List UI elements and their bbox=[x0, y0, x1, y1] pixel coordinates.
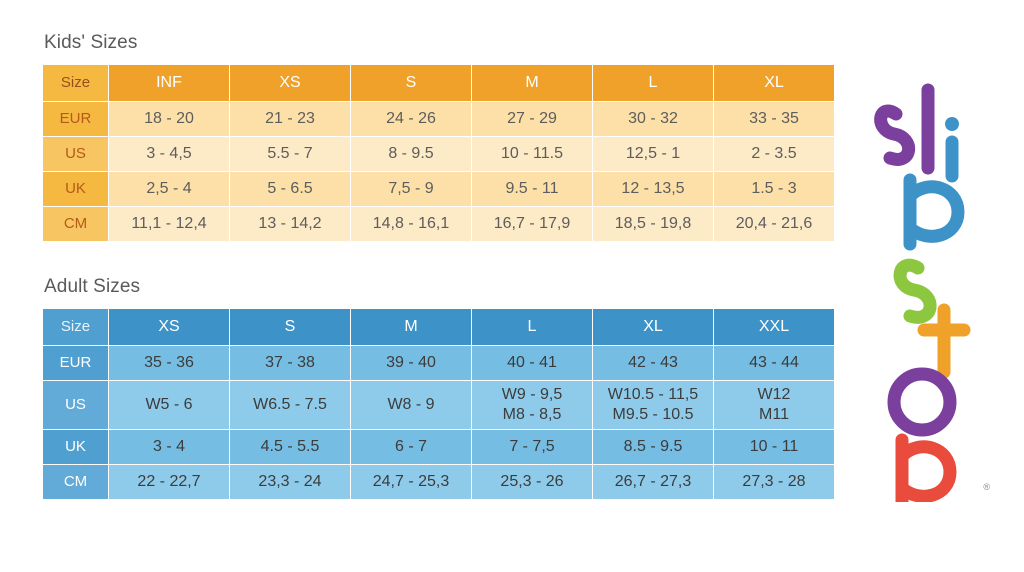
adult-cell: 23,3 - 24 bbox=[230, 465, 351, 500]
kids-cell: 2 - 3.5 bbox=[714, 137, 835, 172]
adult-cell: 35 - 36 bbox=[109, 346, 230, 381]
adult-cell: 22 - 22,7 bbox=[109, 465, 230, 500]
adult-cell bbox=[472, 381, 593, 430]
kids-cell: 8 - 9.5 bbox=[351, 137, 472, 172]
kids-corner-label: Size bbox=[43, 65, 109, 102]
kids-cell: 2,5 - 4 bbox=[109, 172, 230, 207]
table-row bbox=[43, 430, 835, 465]
table-row bbox=[43, 172, 835, 207]
adult-cell: 6 - 7 bbox=[351, 430, 472, 465]
kids-cell: 1.5 - 3 bbox=[714, 172, 835, 207]
adult-cell: 42 - 43 bbox=[593, 346, 714, 381]
tables-container bbox=[42, 32, 842, 500]
adult-row-label: US bbox=[43, 381, 109, 430]
adult-col-header: S bbox=[230, 309, 351, 346]
kids-cell: 10 - 11.5 bbox=[472, 137, 593, 172]
kids-col-header: INF bbox=[109, 65, 230, 102]
registered-trademark-icon: ® bbox=[983, 482, 990, 492]
kids-cell: 21 - 23 bbox=[230, 102, 351, 137]
kids-cell: 18,5 - 19,8 bbox=[593, 207, 714, 242]
adult-cell-line2: M8 - 8,5 bbox=[502, 406, 562, 423]
kids-cell: 20,4 - 21,6 bbox=[714, 207, 835, 242]
kids-cell: 5.5 - 7 bbox=[230, 137, 351, 172]
adult-cell: 27,3 - 28 bbox=[714, 465, 835, 500]
adult-cell bbox=[593, 381, 714, 430]
adult-cell-line1: W12 bbox=[757, 386, 791, 403]
kids-cell: 9.5 - 11 bbox=[472, 172, 593, 207]
kids-table-header-row bbox=[43, 65, 835, 102]
adult-cell: 26,7 - 27,3 bbox=[593, 465, 714, 500]
adult-cell: 8.5 - 9.5 bbox=[593, 430, 714, 465]
adult-cell-line1: W10.5 - 11,5 bbox=[607, 386, 699, 403]
kids-cell: 12,5 - 1 bbox=[593, 137, 714, 172]
table-row bbox=[43, 137, 835, 172]
adult-cell: 7 - 7,5 bbox=[472, 430, 593, 465]
kids-cell: 14,8 - 16,1 bbox=[351, 207, 472, 242]
adult-cell-line2: M9.5 - 10.5 bbox=[612, 406, 694, 423]
adult-cell: 4.5 - 5.5 bbox=[230, 430, 351, 465]
table-row bbox=[43, 381, 835, 430]
adult-cell: 24,7 - 25,3 bbox=[351, 465, 472, 500]
kids-cell: 12 - 13,5 bbox=[593, 172, 714, 207]
adult-cell-line1: W6.5 - 7.5 bbox=[253, 396, 327, 413]
adult-cell bbox=[351, 381, 472, 430]
kids-cell: 3 - 4,5 bbox=[109, 137, 230, 172]
kids-col-header: S bbox=[351, 65, 472, 102]
adult-cell: 25,3 - 26 bbox=[472, 465, 593, 500]
slipstop-logo-graphic bbox=[866, 72, 998, 502]
adult-cell bbox=[230, 381, 351, 430]
kids-cell: 30 - 32 bbox=[593, 102, 714, 137]
adult-cell-line1: W8 - 9 bbox=[387, 396, 435, 413]
kids-row-label: UK bbox=[43, 172, 109, 207]
adult-cell-line2: M11 bbox=[759, 406, 789, 423]
kids-col-header: M bbox=[472, 65, 593, 102]
adult-col-header: L bbox=[472, 309, 593, 346]
kids-cell: 27 - 29 bbox=[472, 102, 593, 137]
kids-cell: 13 - 14,2 bbox=[230, 207, 351, 242]
kids-col-header: XS bbox=[230, 65, 351, 102]
table-row bbox=[43, 346, 835, 381]
adult-cell: 10 - 11 bbox=[714, 430, 835, 465]
adult-col-header: M bbox=[351, 309, 472, 346]
adult-cell bbox=[714, 381, 835, 430]
kids-col-header: XL bbox=[714, 65, 835, 102]
kids-cell: 16,7 - 17,9 bbox=[472, 207, 593, 242]
adult-row-label: CM bbox=[43, 465, 109, 500]
adult-cell bbox=[109, 381, 230, 430]
kids-cell: 7,5 - 9 bbox=[351, 172, 472, 207]
table-row bbox=[43, 207, 835, 242]
adult-cell: 43 - 44 bbox=[714, 346, 835, 381]
kids-col-header: L bbox=[593, 65, 714, 102]
kids-cell: 11,1 - 12,4 bbox=[109, 207, 230, 242]
adult-col-header: XS bbox=[109, 309, 230, 346]
kids-sizes-table bbox=[42, 64, 835, 242]
kids-cell: 24 - 26 bbox=[351, 102, 472, 137]
adult-cell: 40 - 41 bbox=[472, 346, 593, 381]
adult-table-header-row bbox=[43, 309, 835, 346]
adult-cell: 39 - 40 bbox=[351, 346, 472, 381]
adult-cell-line1: W9 - 9,5 bbox=[501, 386, 563, 403]
kids-row-label: CM bbox=[43, 207, 109, 242]
adult-corner-label: Size bbox=[43, 309, 109, 346]
adult-sizes-table bbox=[42, 308, 835, 500]
slipstop-logo bbox=[866, 72, 998, 502]
adult-cell-line1: W5 - 6 bbox=[145, 396, 193, 413]
adult-cell: 3 - 4 bbox=[109, 430, 230, 465]
kids-cell: 33 - 35 bbox=[714, 102, 835, 137]
kids-row-label: EUR bbox=[43, 102, 109, 137]
adult-row-label: UK bbox=[43, 430, 109, 465]
adult-col-header: XXL bbox=[714, 309, 835, 346]
adult-col-header: XL bbox=[593, 309, 714, 346]
kids-cell: 18 - 20 bbox=[109, 102, 230, 137]
table-row bbox=[43, 102, 835, 137]
kids-row-label: US bbox=[43, 137, 109, 172]
table-row bbox=[43, 465, 835, 500]
adult-sizes-title: Adult Sizes bbox=[44, 276, 141, 297]
kids-sizes-title: Kids' Sizes bbox=[44, 32, 138, 53]
kids-cell: 5 - 6.5 bbox=[230, 172, 351, 207]
adult-row-label: EUR bbox=[43, 346, 109, 381]
table-spacer bbox=[42, 242, 842, 276]
adult-cell: 37 - 38 bbox=[230, 346, 351, 381]
